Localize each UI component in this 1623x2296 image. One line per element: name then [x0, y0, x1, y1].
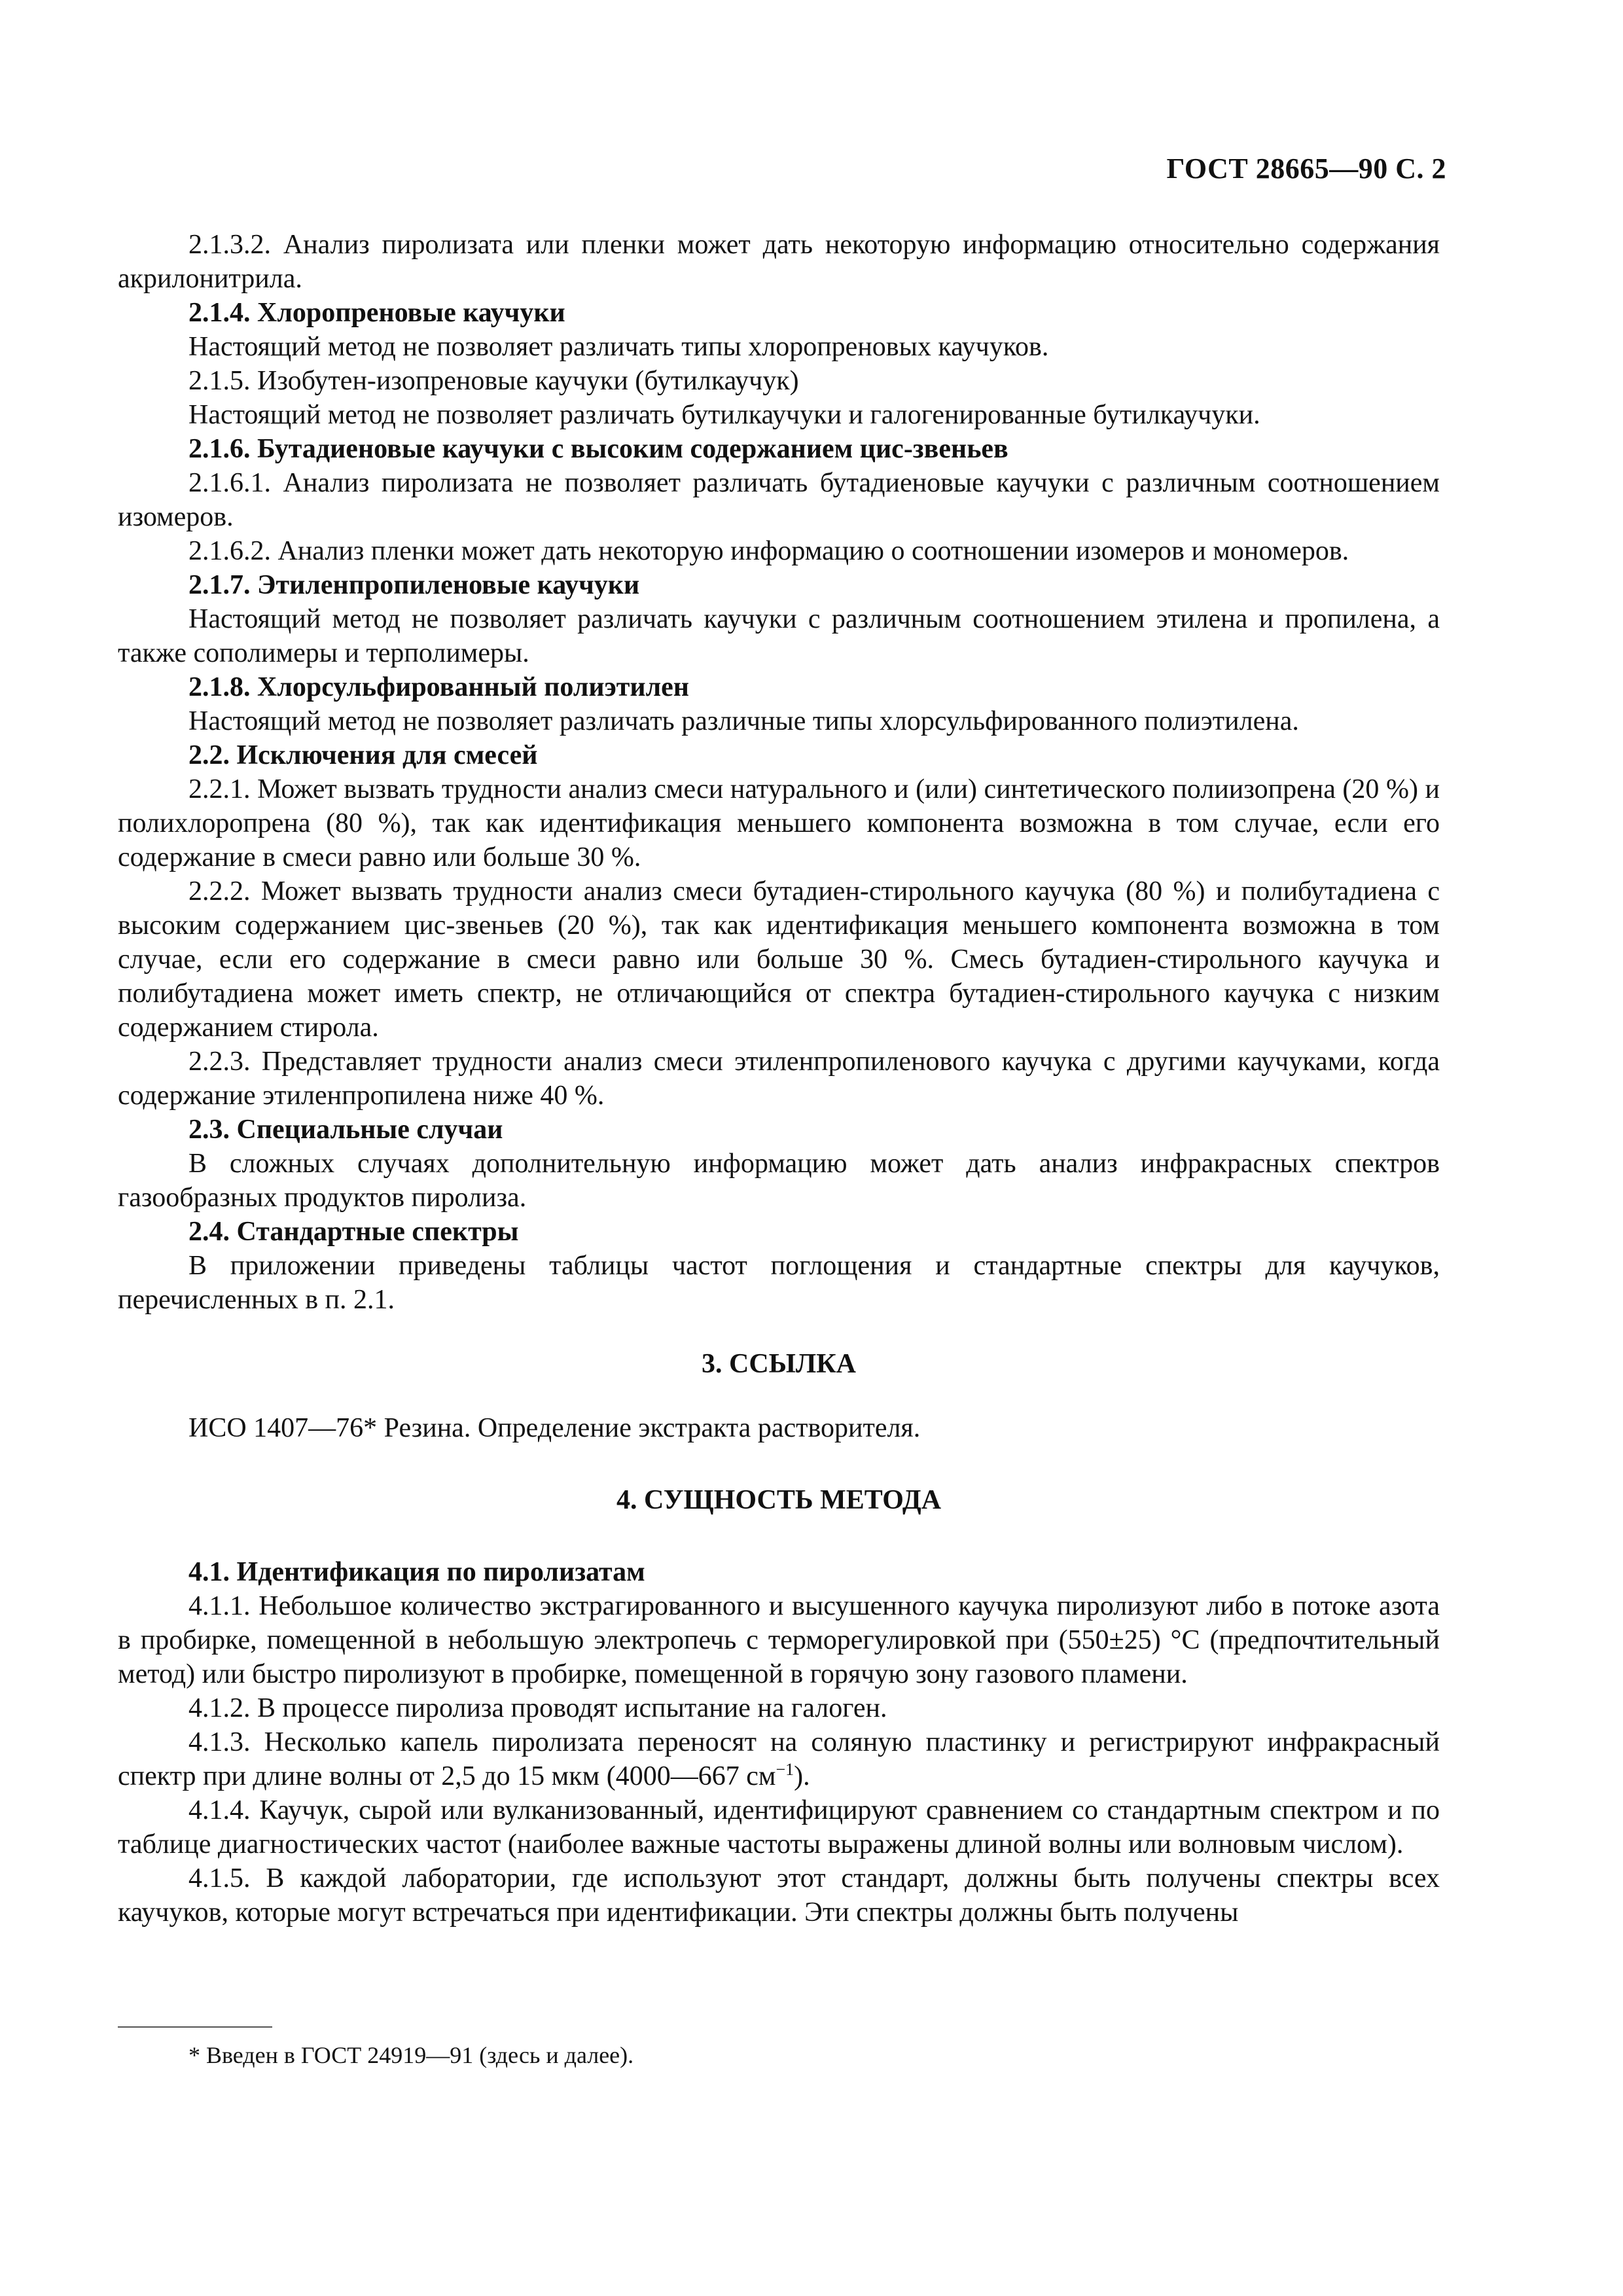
paragraph-3: ИСО 1407—76* Резина. Определение экстракта растворителя.: [188, 1413, 921, 1443]
paragraph-2-1-4: Настоящий метод не позволяет различать типы хлоропреновых каучуков.: [188, 332, 1049, 362]
heading-2-1-7: 2.1.7. Этиленпропиленовые каучуки: [188, 570, 640, 600]
section-4-title: 4. СУЩНОСТЬ МЕТОДА: [616, 1485, 942, 1515]
paragraph-2-1-6-1: 2.1.6.1. Анализ пиролизата не позволяет различать бутадиеновые каучуки с различным соотношением изомеров.: [118, 468, 1440, 532]
paragraph-4-1-1: 4.1.1. Небольшое количество экстрагированного и высушенного каучука пиролизуют либо в потоке азота в пробирке, помещенной в небольшую электропечь с терморегулировкой при (550±25) °С (предпочтительный метод) или быстро пиролизуют в пробирке, помещенной в горячую зону газового пламени.: [118, 1591, 1440, 1689]
heading-2-1-5: 2.1.5. Изобутен-изопреновые каучуки (бутилкаучук): [188, 366, 799, 396]
paragraph-2-2-2: 2.2.2. Может вызвать трудности анализ смеси бутадиен-стирольного каучука (80 %) и полибутадиена с высоким содержанием цис-звеньев (20 %), так как идентификация меньшего компонента возможна в том случае, если его содержание в смеси равно или больше 30 %. Смесь бутадиен-стирольного каучука и полибутадиена может иметь спектр, не отличающийся от спектра бутадиен-стирольного каучука с низким содержанием стирола.: [118, 876, 1440, 1043]
paragraph-2-2-1: 2.2.1. Может вызвать трудности анализ смеси натурального и (или) синтетического полиизопрена (20 %) и полихлоропрена (80 %), так как идентификация меньшего компонента возможна в том случае, если его содержание в смеси равно или больше 30 %.: [118, 774, 1440, 872]
superscript-minus-one: −1: [776, 1760, 794, 1779]
paragraph-4-1-3-text: 4.1.3. Несколько капель пиролизата переносят на соляную пластинку и регистрируют инфракрасный спектр при длине волны от 2,5 до 15 мкм (4000—667 см: [118, 1727, 1440, 1791]
paragraph-4-1-2: 4.1.2. В процессе пиролиза проводят испытание на галоген.: [188, 1693, 887, 1723]
paragraph-2-4: В приложении приведены таблицы частот поглощения и стандартные спектры для каучуков, перечисленных в п. 2.1.: [118, 1251, 1440, 1315]
paragraph-4-1-3: [118, 1725, 1440, 1793]
heading-2-1-8: 2.1.8. Хлорсульфированный полиэтилен: [188, 672, 690, 702]
heading-2-1-4: 2.1.4. Хлоропреновые каучуки: [188, 298, 565, 328]
section-3-title: 3. ССЫЛКА: [702, 1349, 856, 1379]
heading-2-4: 2.4. Стандартные спектры: [188, 1217, 519, 1247]
paragraph-2-2-3: 2.2.3. Представляет трудности анализ смеси этиленпропиленового каучука с другими каучуками, когда содержание этиленпропилена ниже 40 %.: [118, 1047, 1440, 1111]
paragraph-2-1-3-2: 2.1.3.2. Анализ пиролизата или пленки может дать некоторую информацию относительно содержания акрилонитрила.: [118, 230, 1440, 294]
heading-4-1: 4.1. Идентификация по пиролизатам: [188, 1557, 645, 1587]
paragraph-2-3: В сложных случаях дополнительную информацию может дать анализ инфракрасных спектров газообразных продуктов пиролиза.: [118, 1149, 1440, 1213]
page-header: ГОСТ 28665—90 С. 2: [1166, 152, 1446, 185]
paragraph-4-1-5: 4.1.5. В каждой лаборатории, где используют этот стандарт, должны быть получены спектры всех каучуков, которые могут встречаться при идентификации. Эти спектры должны быть получены: [118, 1863, 1440, 1928]
paragraph-2-1-8: Настоящий метод не позволяет различать различные типы хлорсульфированного полиэтилена.: [188, 706, 1299, 736]
paragraph-4-1-4: 4.1.4. Каучук, сырой или вулканизованный, идентифицируют сравнением со стандартным спектром и по таблице диагностических частот (наиболее важные частоты выражены длиной волны или волновым числом).: [118, 1795, 1440, 1859]
paragraph-4-1-3-end: ).: [794, 1761, 810, 1791]
heading-2-3: 2.3. Специальные случаи: [188, 1115, 503, 1145]
main-content: [118, 228, 1440, 1929]
paragraph-2-1-7: Настоящий метод не позволяет различать каучуки с различным соотношением этилена и пропилена, а также сополимеры и терполимеры.: [118, 604, 1440, 668]
paragraph-2-1-6-2: 2.1.6.2. Анализ пленки может дать некоторую информацию о соотношении изомеров и мономеров.: [188, 536, 1349, 566]
footnote-divider: [118, 2026, 272, 2028]
footnote: * Введен в ГОСТ 24919—91 (здесь и далее).: [188, 2042, 634, 2068]
heading-2-2: 2.2. Исключения для смесей: [188, 740, 538, 770]
paragraph-2-1-5: Настоящий метод не позволяет различать бутилкаучуки и галогенированные бутилкаучуки.: [188, 400, 1260, 430]
heading-2-1-6: 2.1.6. Бутадиеновые каучуки с высоким содержанием цис-звеньев: [188, 434, 1008, 464]
